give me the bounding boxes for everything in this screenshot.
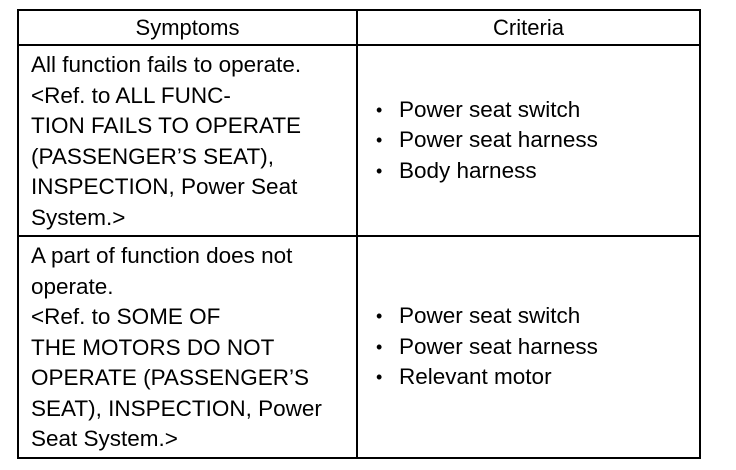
symptom-text-line: OPERATE (PASSENGER’S — [31, 365, 309, 390]
criteria-item — [374, 332, 699, 363]
criteria-item-label: Power seat harness — [399, 333, 598, 359]
symptom-text-line: A part of function does not — [31, 243, 293, 268]
symptoms-criteria-table — [17, 9, 701, 459]
symptom-text-line: <Ref. to SOME OF — [31, 304, 221, 329]
symptom-text-line: Seat System.> — [31, 426, 178, 451]
criteria-cell — [357, 236, 700, 458]
criteria-column-header: Criteria — [357, 10, 700, 45]
bullet-icon: • — [376, 160, 383, 181]
criteria-cell — [357, 45, 700, 236]
bullet-icon: • — [376, 130, 383, 151]
criteria-list — [374, 95, 699, 187]
bullet-icon: • — [376, 336, 383, 357]
criteria-item — [374, 125, 699, 156]
criteria-item-label: Body harness — [399, 157, 537, 183]
bullet-icon: • — [376, 306, 383, 327]
table-row — [18, 236, 700, 458]
symptom-text-line: TION FAILS TO OPERATE — [31, 113, 302, 138]
criteria-item — [374, 301, 699, 332]
criteria-item-label: Relevant motor — [399, 364, 552, 390]
bullet-icon: • — [376, 99, 383, 120]
criteria-item-label: Power seat harness — [399, 127, 598, 153]
criteria-list — [374, 301, 699, 393]
symptom-text-line: THE MOTORS DO NOT — [31, 334, 275, 360]
criteria-item-label: Power seat switch — [399, 303, 581, 329]
criteria-item-label: Power seat switch — [399, 96, 581, 122]
symptom-text-line: System.> — [31, 204, 126, 230]
symptom-text-line: INSPECTION, Power Seat — [31, 174, 298, 199]
symptom-cell — [18, 45, 357, 236]
criteria-item — [374, 95, 699, 126]
table-header-row — [18, 10, 700, 45]
symptom-text-line: SEAT), INSPECTION, Power — [31, 395, 322, 421]
symptom-text-line: operate. — [31, 273, 114, 299]
symptoms-column-header: Symptoms — [18, 10, 357, 45]
symptom-text-line: <Ref. to ALL FUNC- — [31, 82, 231, 108]
symptom-text-line: All function fails to operate. — [31, 52, 302, 77]
table-row — [18, 45, 700, 236]
criteria-item — [374, 362, 699, 393]
symptom-text-line: (PASSENGER’S SEAT), — [31, 143, 274, 169]
bullet-icon: • — [376, 367, 383, 388]
symptom-cell — [18, 236, 357, 458]
criteria-item — [374, 156, 699, 187]
